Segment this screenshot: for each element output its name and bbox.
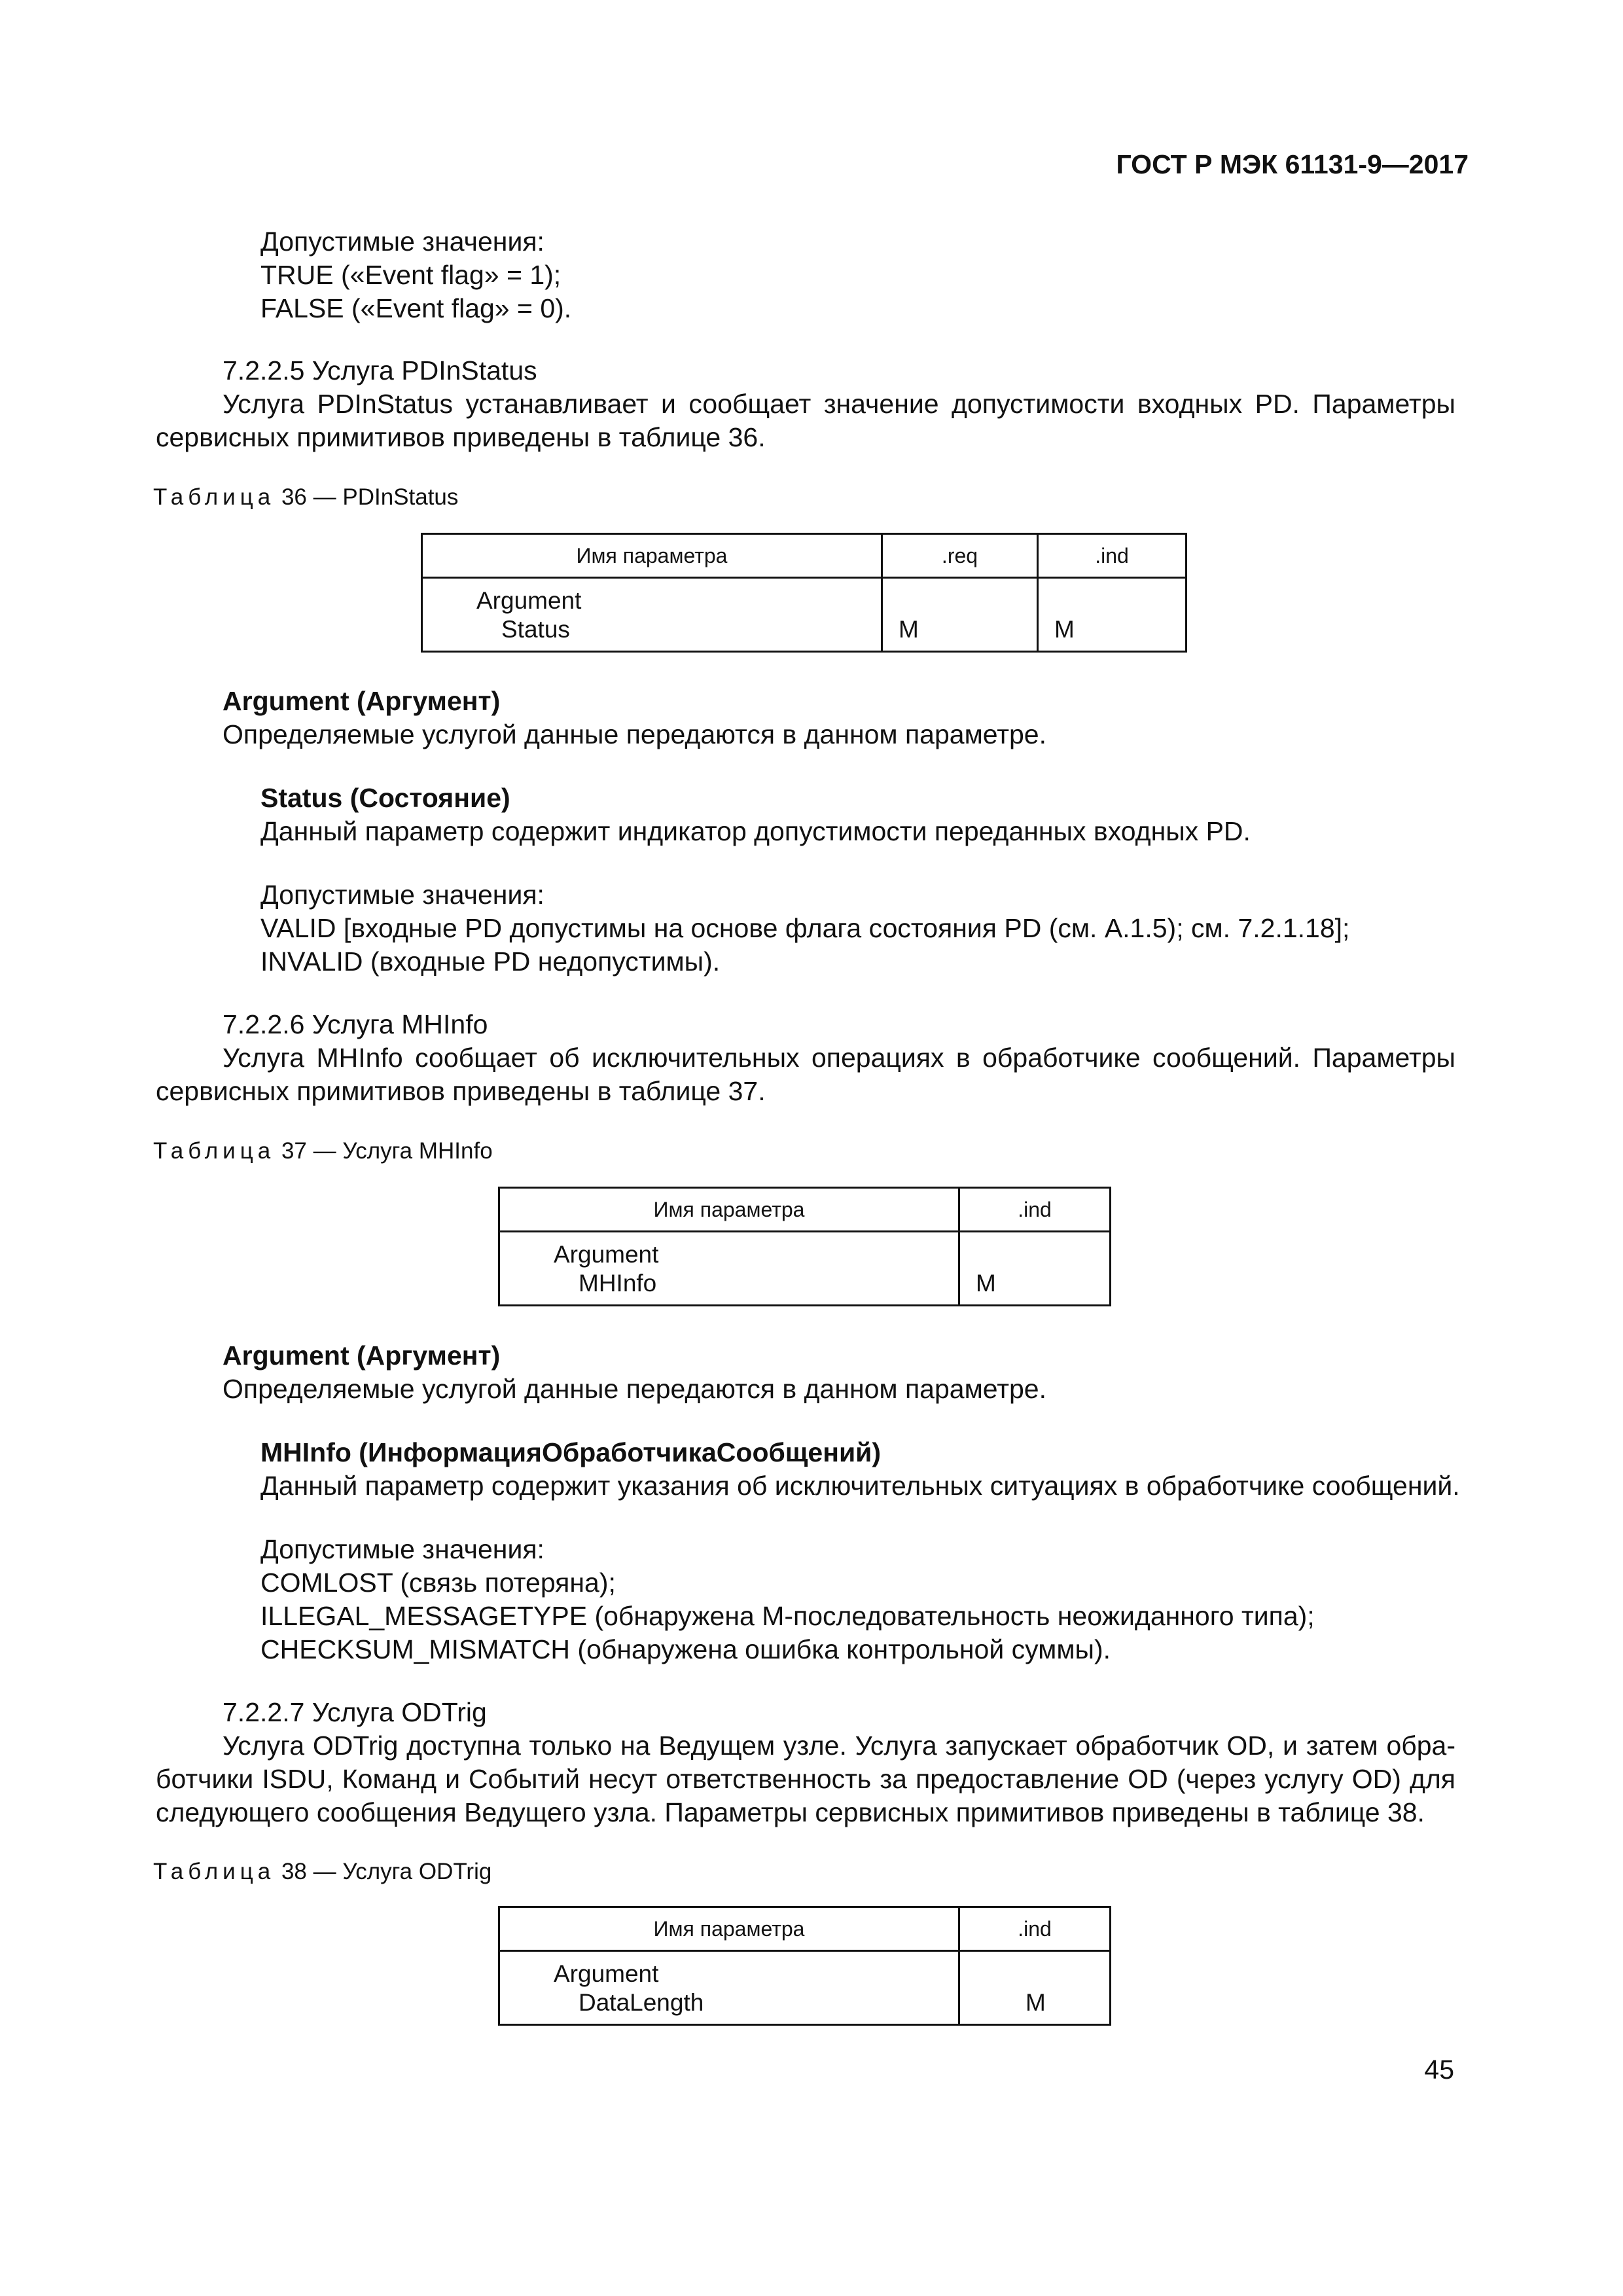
parameter-description: Данный параметр содержит индикатор допустимости переданных входных PD.: [260, 816, 1251, 846]
argument-title: Argument (Аргумент): [223, 686, 501, 716]
section-heading: 7.2.2.6 Услуга MHInfo: [223, 1009, 488, 1039]
ind-value: M: [1054, 616, 1075, 643]
ind-value: M: [1026, 1989, 1046, 2016]
section-paragraph: Услуга PDInStatus устанавливает и сообщает значение допустимости входных PD. Параметры: [223, 389, 1455, 419]
parameter-table: [498, 1187, 1111, 1306]
ind-cell: [1038, 578, 1186, 652]
section-paragraph: ботчики ISDU, Команд и Событий несут ответственность за предоставление OD (через услугу OD) для: [156, 1764, 1455, 1794]
parameter-title: MHInfo (ИнформацияОбработчикаСообщений): [260, 1437, 882, 1467]
table-caption: [153, 1859, 491, 1885]
page-number: 45: [1424, 2054, 1454, 2085]
ind-cell: [959, 1232, 1111, 1306]
column-header: .ind: [959, 1188, 1111, 1232]
parameter-table: [498, 1906, 1111, 2026]
table-caption-text: 38 — Услуга ODTrig: [281, 1859, 492, 1884]
argument-title: Argument (Аргумент): [223, 1340, 501, 1371]
column-header: Имя параметра: [499, 1188, 959, 1232]
argument-label: Argument: [554, 1241, 659, 1268]
allowed-values-heading: Допустимые значения:: [260, 226, 544, 257]
allowed-value-item: CHECKSUM_MISMATCH (обнаружена ошибка контрольной суммы).: [260, 1634, 1111, 1664]
column-header: .req: [882, 534, 1038, 578]
argument-label: Argument: [476, 587, 582, 614]
table-caption-label: Таблица: [153, 1138, 276, 1164]
parameter-name: Status: [501, 616, 570, 643]
parameter-name-cell: [422, 578, 882, 652]
parameter-table: [421, 533, 1187, 653]
column-header: .ind: [959, 1907, 1111, 1951]
allowed-value-item: ILLEGAL_MESSAGETYPE (обнаружена М-последовательность неожиданного типа);: [260, 1601, 1315, 1631]
table-caption-label: Таблица: [153, 1859, 276, 1884]
allowed-values-heading: Допустимые значения:: [260, 880, 544, 910]
parameter-name-cell: [499, 1232, 959, 1306]
parameter-name-cell: [499, 1951, 959, 2025]
argument-description: Определяемые услугой данные передаются в данном параметре.: [223, 1374, 1046, 1404]
allowed-value-item: FALSE («Event flag» = 0).: [260, 293, 572, 323]
allowed-value-item: TRUE («Event flag» = 1);: [260, 260, 562, 290]
table-caption: [153, 484, 458, 511]
argument-label: Argument: [554, 1960, 659, 1987]
standard-number: ГОСТ Р МЭК 61131-9—2017: [1116, 149, 1469, 179]
table-caption: [153, 1138, 493, 1164]
table-caption-label: Таблица: [153, 484, 276, 510]
column-header: Имя параметра: [499, 1907, 959, 1951]
allowed-values-heading: Допустимые значения:: [260, 1534, 544, 1564]
table-caption-text: 37 — Услуга MHInfo: [281, 1138, 493, 1164]
parameter-description: Данный параметр содержит указания об исключительных ситуациях в обработчике сообщений.: [260, 1471, 1460, 1501]
table-caption-text: 36 — PDInStatus: [281, 484, 459, 510]
req-value: M: [899, 616, 919, 643]
req-cell: [882, 578, 1038, 652]
parameter-name: MHInfo: [579, 1270, 657, 1297]
section-paragraph: Услуга MHInfo сообщает об исключительных операциях в обработчике сообщений. Параметры: [223, 1043, 1455, 1073]
column-header: Имя параметра: [422, 534, 882, 578]
allowed-value-item: VALID [входные PD допустимы на основе флага состояния PD (см. А.1.5); см. 7.2.1.18];: [260, 913, 1350, 943]
section-paragraph: Услуга ODTrig доступна только на Ведущем узле. Услуга запускает обработчик OD, и затем обра-: [223, 1731, 1455, 1761]
ind-cell: [959, 1951, 1111, 2025]
argument-description: Определяемые услугой данные передаются в данном параметре.: [223, 719, 1046, 749]
ind-value: M: [976, 1270, 996, 1297]
section-heading: 7.2.2.5 Услуга PDInStatus: [223, 355, 537, 386]
section-heading: 7.2.2.7 Услуга ODTrig: [223, 1697, 487, 1727]
section-paragraph: сервисных примитивов приведены в таблице 36.: [156, 422, 766, 452]
section-paragraph: следующего сообщения Ведущего узла. Параметры сервисных примитивов приведены в таблице 38.: [156, 1797, 1425, 1827]
parameter-title: Status (Состояние): [260, 783, 510, 813]
parameter-name: DataLength: [579, 1989, 704, 2016]
column-header: .ind: [1038, 534, 1186, 578]
allowed-value-item: INVALID (входные PD недопустимы).: [260, 946, 721, 977]
allowed-value-item: COMLOST (связь потеряна);: [260, 1568, 616, 1598]
section-paragraph: сервисных примитивов приведены в таблице 37.: [156, 1076, 766, 1106]
